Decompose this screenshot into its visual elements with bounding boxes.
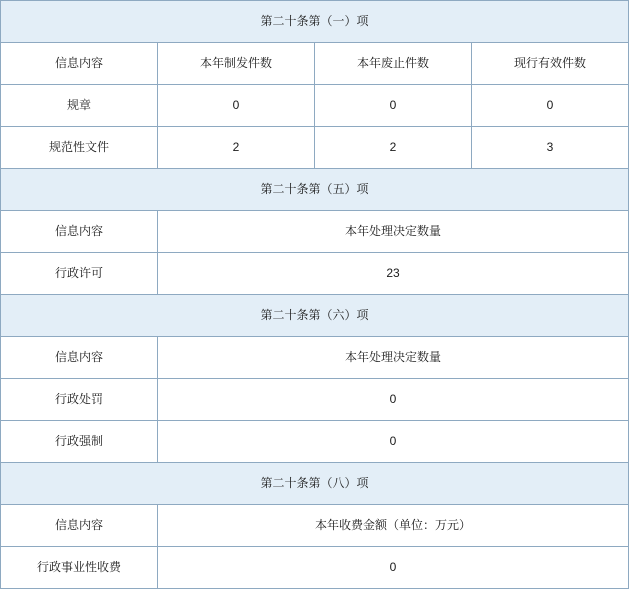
- row-value: 2: [315, 127, 472, 169]
- row-value: 3: [472, 127, 629, 169]
- table-row: [1, 127, 629, 169]
- column-header: 信息内容: [1, 211, 158, 253]
- table-row: [1, 253, 629, 295]
- table-row: [1, 43, 629, 85]
- table-row: [1, 295, 629, 337]
- column-header: 本年废止件数: [315, 43, 472, 85]
- column-header: 信息内容: [1, 337, 158, 379]
- table-row: [1, 169, 629, 211]
- row-label: 规范性文件: [1, 127, 158, 169]
- table-row: [1, 421, 629, 463]
- row-value: 0: [158, 85, 315, 127]
- row-value: 23: [158, 253, 629, 295]
- column-header: 信息内容: [1, 505, 158, 547]
- table-row: [1, 505, 629, 547]
- table-row: [1, 463, 629, 505]
- row-label: 行政处罚: [1, 379, 158, 421]
- section-title: 第二十条第（六）项: [1, 295, 629, 337]
- section-title: 第二十条第（八）项: [1, 463, 629, 505]
- row-value: 0: [158, 421, 629, 463]
- row-value: 0: [472, 85, 629, 127]
- row-value: 2: [158, 127, 315, 169]
- row-label: 行政许可: [1, 253, 158, 295]
- row-value: 0: [158, 379, 629, 421]
- row-label: 行政事业性收费: [1, 547, 158, 589]
- row-label: 规章: [1, 85, 158, 127]
- table-row: [1, 337, 629, 379]
- column-header: 信息内容: [1, 43, 158, 85]
- row-value: 0: [315, 85, 472, 127]
- table-row: [1, 211, 629, 253]
- table-row: [1, 85, 629, 127]
- row-label: 行政强制: [1, 421, 158, 463]
- table-row: [1, 547, 629, 589]
- section-title: 第二十条第（五）项: [1, 169, 629, 211]
- table-row: [1, 379, 629, 421]
- column-header: 本年处理决定数量: [158, 337, 629, 379]
- column-header: 本年收费金额（单位：万元）: [158, 505, 629, 547]
- row-value: 0: [158, 547, 629, 589]
- column-header: 本年制发件数: [158, 43, 315, 85]
- table-row: [1, 1, 629, 43]
- column-header: 本年处理决定数量: [158, 211, 629, 253]
- column-header: 现行有效件数: [472, 43, 629, 85]
- section-title: 第二十条第（一）项: [1, 1, 629, 43]
